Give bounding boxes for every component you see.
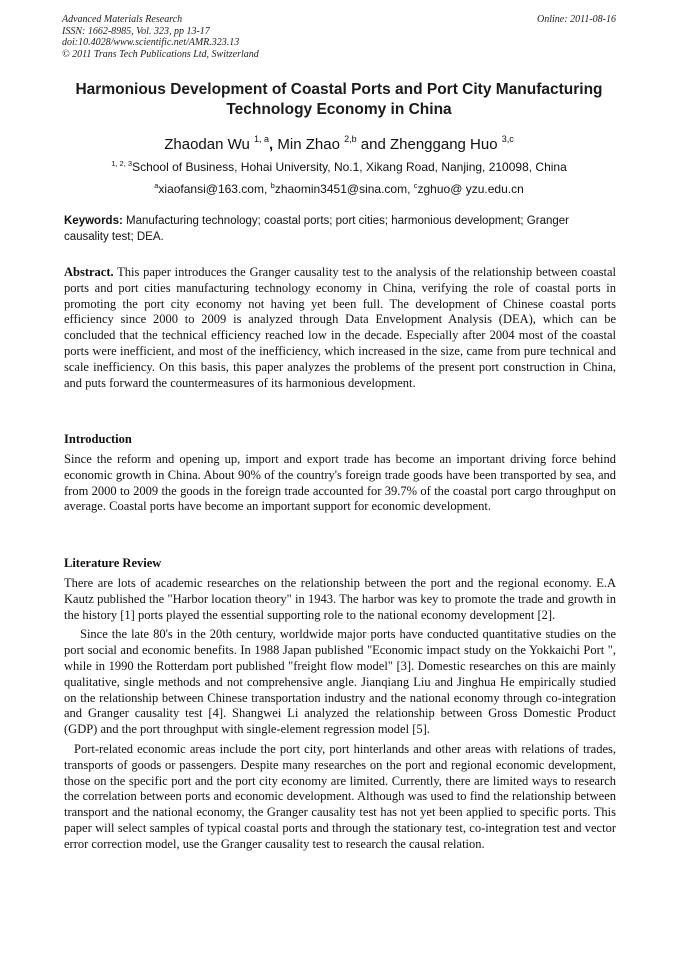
introduction-section: [64, 432, 616, 519]
literature-paragraph-1: There are lots of academic researches on the relationship between the port and the regional economy. E.A Kautz published the "Harbor location theory" in 1943. The harbor was key to promote the trade and growth in the history [1] ports played the essential supporting role to the national economy development [2].: [64, 576, 616, 622]
author-1: Zhaodan Wu: [164, 136, 250, 153]
journal-header: [62, 14, 616, 60]
author-list: [40, 129, 638, 155]
abstract-text: This paper introduces the Granger causality test to the analysis of the relationship between coastal ports and port cities manufacturing technology economy in China, verifying the role of coastal ports in promoting the port city economy not having yet been full. The development of Chinese coastal ports efficiency since 2000 to 2009 is analyzed through Data Envelopment Analysis (DEA), which can be concluded that the technical efficiency reached low in the decade. Especially after 2004 most of the coastal ports were inefficient, and most of the inefficiency, which increased in the size, came from pure technical and scale inefficiency. On this basis, this paper analyzes the problems of the present port construction in China, and puts forward the countermeasures of its harmonious development.: [64, 265, 616, 390]
affiliation-sup: 1, 2, 3: [111, 159, 133, 168]
keywords-text: Manufacturing technology; coastal ports; port cities; harmonious development; Granger causality test; DEA.: [64, 215, 569, 243]
keywords: [64, 213, 616, 245]
affiliation: [40, 156, 638, 175]
author-separator: ,: [269, 136, 274, 153]
email-b-sup: b: [270, 181, 275, 190]
abstract-label: Abstract.: [64, 265, 114, 279]
author-2: Min Zhao: [273, 136, 340, 153]
email-c: zghuo@ yzu.edu.cn: [417, 182, 524, 196]
introduction-heading: Introduction: [64, 432, 132, 446]
literature-section: [64, 556, 616, 857]
literature-paragraph-2: Since the late 80's in the 20th century, worldwide major ports have conducted quantitative studies on the port social and economic benefits. In 1988 Japan published "Economic impact study on the Yokkaichi Port ", while in 1990 the Rotterdam port published "freight flow model" [3]. Domestic researches on this are mainly qualitative, single methods and not comprehensive angle. Jianqiang Liu and Jinghua He empirically studied on the relationship between Chinese transportation industry and the national economy through co-integration and Granger causality test [4]. Shangwei Li analyzed the relationship between Gross Domestic Product (GDP) and the port throughput with single-element regression model [5].: [64, 627, 616, 737]
journal-copyright: © 2011 Trans Tech Publications Ltd, Switzerland: [62, 48, 259, 60]
introduction-paragraph: Since the reform and opening up, import and export trade has become an important driving force behind economic growth in China. About 90% of the country's foreign trade goods have been transported by sea, and from 2000 to 2009 the goods in the foreign trade accounted for 39.7% of the coastal port cargo throughput on average. Coastal ports have become an important support for economic development.: [64, 452, 616, 514]
author-2-sup: 2,b: [344, 134, 357, 144]
keywords-label: Keywords:: [64, 215, 123, 227]
email-c-sup: c: [413, 181, 418, 190]
journal-doi: doi:10.4028/www.scientific.net/AMR.323.13: [62, 37, 240, 48]
literature-heading: Literature Review: [64, 556, 162, 570]
literature-paragraph-3: Port-related economic areas include the port city, port hinterlands and other areas with relations of trades, transports of goods or passengers. Despite many researches on the port and regional economic development, those on the specific port and the port city economy are limited. Currently, there are limited ways to research the correlation between ports and economic development. Although was used to find the relationship between transport and the national economy, the Granger causality test has not yet been applied to specific ports. This paper will select samples of typical coastal ports and through the stationary test, co-integration test and vector error correction model, use the Granger causality test to research the causal relation.: [64, 741, 616, 851]
author-emails: [40, 178, 638, 197]
title-line-2: Technology Economy in China: [226, 101, 452, 118]
author-3: and Zhenggang Huo: [356, 136, 498, 153]
paper-title: [40, 80, 638, 120]
journal-name: Advanced Materials Research: [62, 14, 183, 25]
email-b: zhaomin3451@sina.com,: [274, 182, 414, 196]
affiliation-text: School of Business, Hohai University, No.1, Xikang Road, Nanjing, 210098, China: [132, 160, 567, 174]
abstract: [64, 265, 616, 391]
author-1-sup: 1, a: [254, 134, 270, 144]
journal-issn: ISSN: 1662-8985, Vol. 323, pp 13-17: [62, 25, 210, 37]
author-3-sup: 3,c: [501, 134, 514, 144]
email-a-sup: a: [154, 181, 159, 190]
email-a: xiaofansi@163.com,: [158, 182, 271, 196]
online-date: Online: 2011-08-16: [537, 14, 616, 25]
title-line-1: Harmonious Development of Coastal Ports and Port City Manufacturing: [75, 81, 603, 98]
